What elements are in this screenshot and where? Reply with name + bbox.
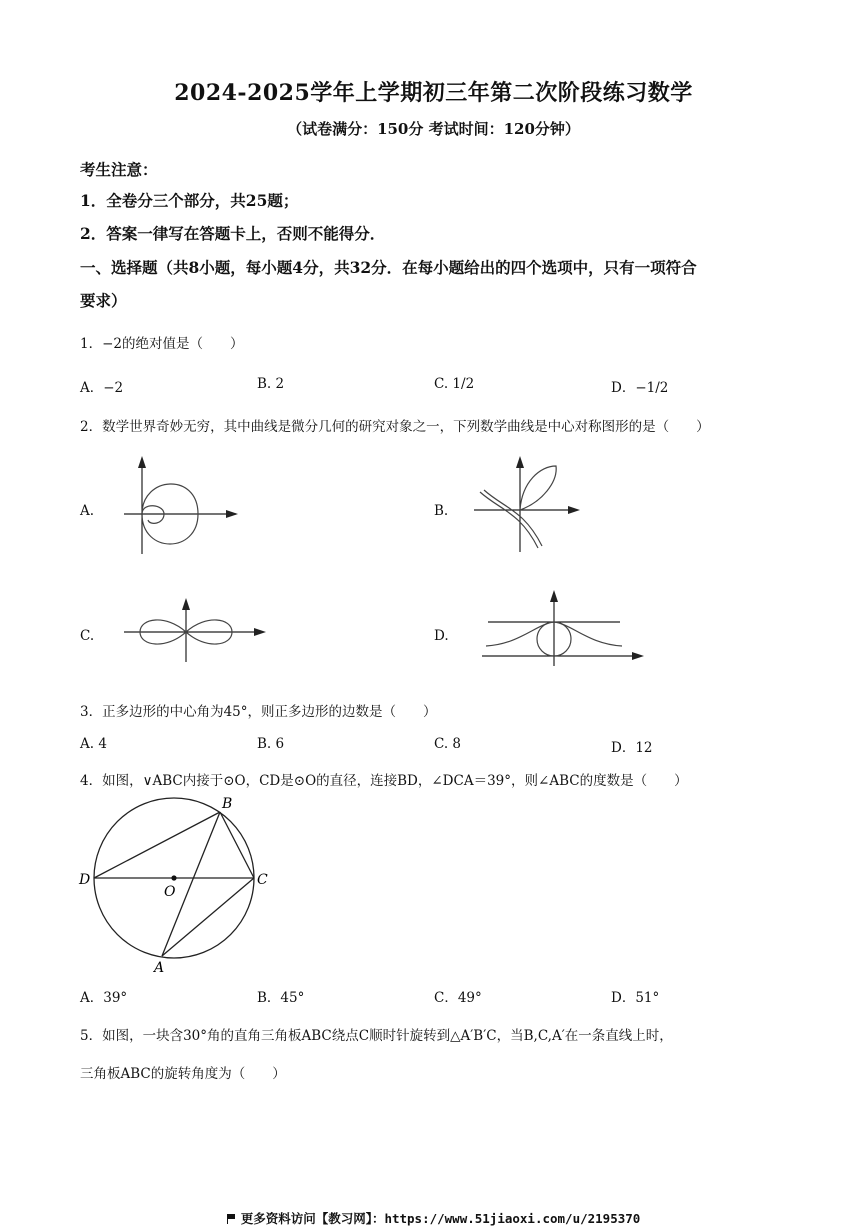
question-3-stem: 3．正多边形的中心角为45°，则正多边形的边数是（ ） (80, 704, 437, 720)
question-2-stem: 2．数学世界奇妙无穷，其中曲线是微分几何的研究对象之一，下列数学曲线是中心对称图形的是（ ） (80, 419, 710, 435)
q1-option-b: B. 2 (257, 376, 285, 392)
footer-link[interactable] (0, 1209, 867, 1227)
notice-heading: 考生注意： (80, 160, 158, 179)
point-label-b: B (222, 796, 233, 812)
footer-text: 更多资料访问【教习网】：https://www.51jiaoxi.com/u/2195370 (240, 1211, 641, 1226)
point-label-o: O (164, 884, 176, 900)
q4-option-b: B．45° (257, 990, 305, 1006)
q2-figure-a-cardioid (118, 450, 248, 558)
flag-icon (227, 1214, 237, 1224)
notice-item-2: 2．答案一律写在答题卡上，否则不能得分． (80, 224, 386, 243)
notice-item-1: 1．全卷分三个部分，共25题； (80, 191, 299, 210)
q3-option-d: D．12 (611, 740, 653, 756)
q4-option-d: D．51° (611, 990, 660, 1006)
question-1-stem: 1．−2的绝对值是（ ） (80, 336, 244, 352)
question-4-stem: 4．如图，∨ABC内接于⊙O，CD是⊙O的直径，连接BD，∠DCA＝39°，则∠ABC的度数是（ ） (80, 773, 688, 789)
question-5-stem-line2: 三角板ABC的旋转角度为（ ） (80, 1066, 286, 1082)
section-heading-line2: 要求） (80, 291, 127, 310)
q4-circle-figure (76, 796, 276, 978)
q1-option-d: D．−1/2 (611, 380, 669, 396)
point-label-c: C (257, 872, 268, 888)
q4-option-c: C．49° (434, 990, 482, 1006)
q2-label-d: D. (434, 628, 449, 644)
q2-label-b: B. (434, 503, 449, 519)
question-5-stem-line1: 5．如图，一块含30°角的直角三角板ABC绕点C顺时针旋转到△A′B′C，当B,C,A′在一条直线上时， (80, 1028, 673, 1044)
point-label-a: A (154, 960, 165, 976)
q2-figure-d-witch-curve (480, 586, 650, 668)
section-heading-line1: 一、选择题（共8小题，每小题4分，共32分．在每小题给出的四个选项中，只有一项符合 (80, 258, 697, 277)
q2-figure-b-folium (470, 452, 590, 556)
q1-option-a: A．−2 (80, 380, 124, 396)
q2-figure-c-lemniscate (122, 596, 272, 664)
page-title: 2024-2025学年上学期初三年第二次阶段练习数学 (174, 80, 693, 106)
point-label-d: D (79, 872, 91, 888)
exam-info: （试卷满分：150分 考试时间：120分钟） (287, 120, 580, 138)
q2-label-a: A. (80, 503, 95, 519)
q4-option-a: A．39° (80, 990, 128, 1006)
q2-label-c: C. (80, 628, 95, 644)
q3-option-c: C. 8 (434, 736, 462, 752)
q1-option-c: C. 1/2 (434, 376, 475, 392)
q3-option-a: A. 4 (80, 736, 107, 752)
q3-option-b: B. 6 (257, 736, 285, 752)
